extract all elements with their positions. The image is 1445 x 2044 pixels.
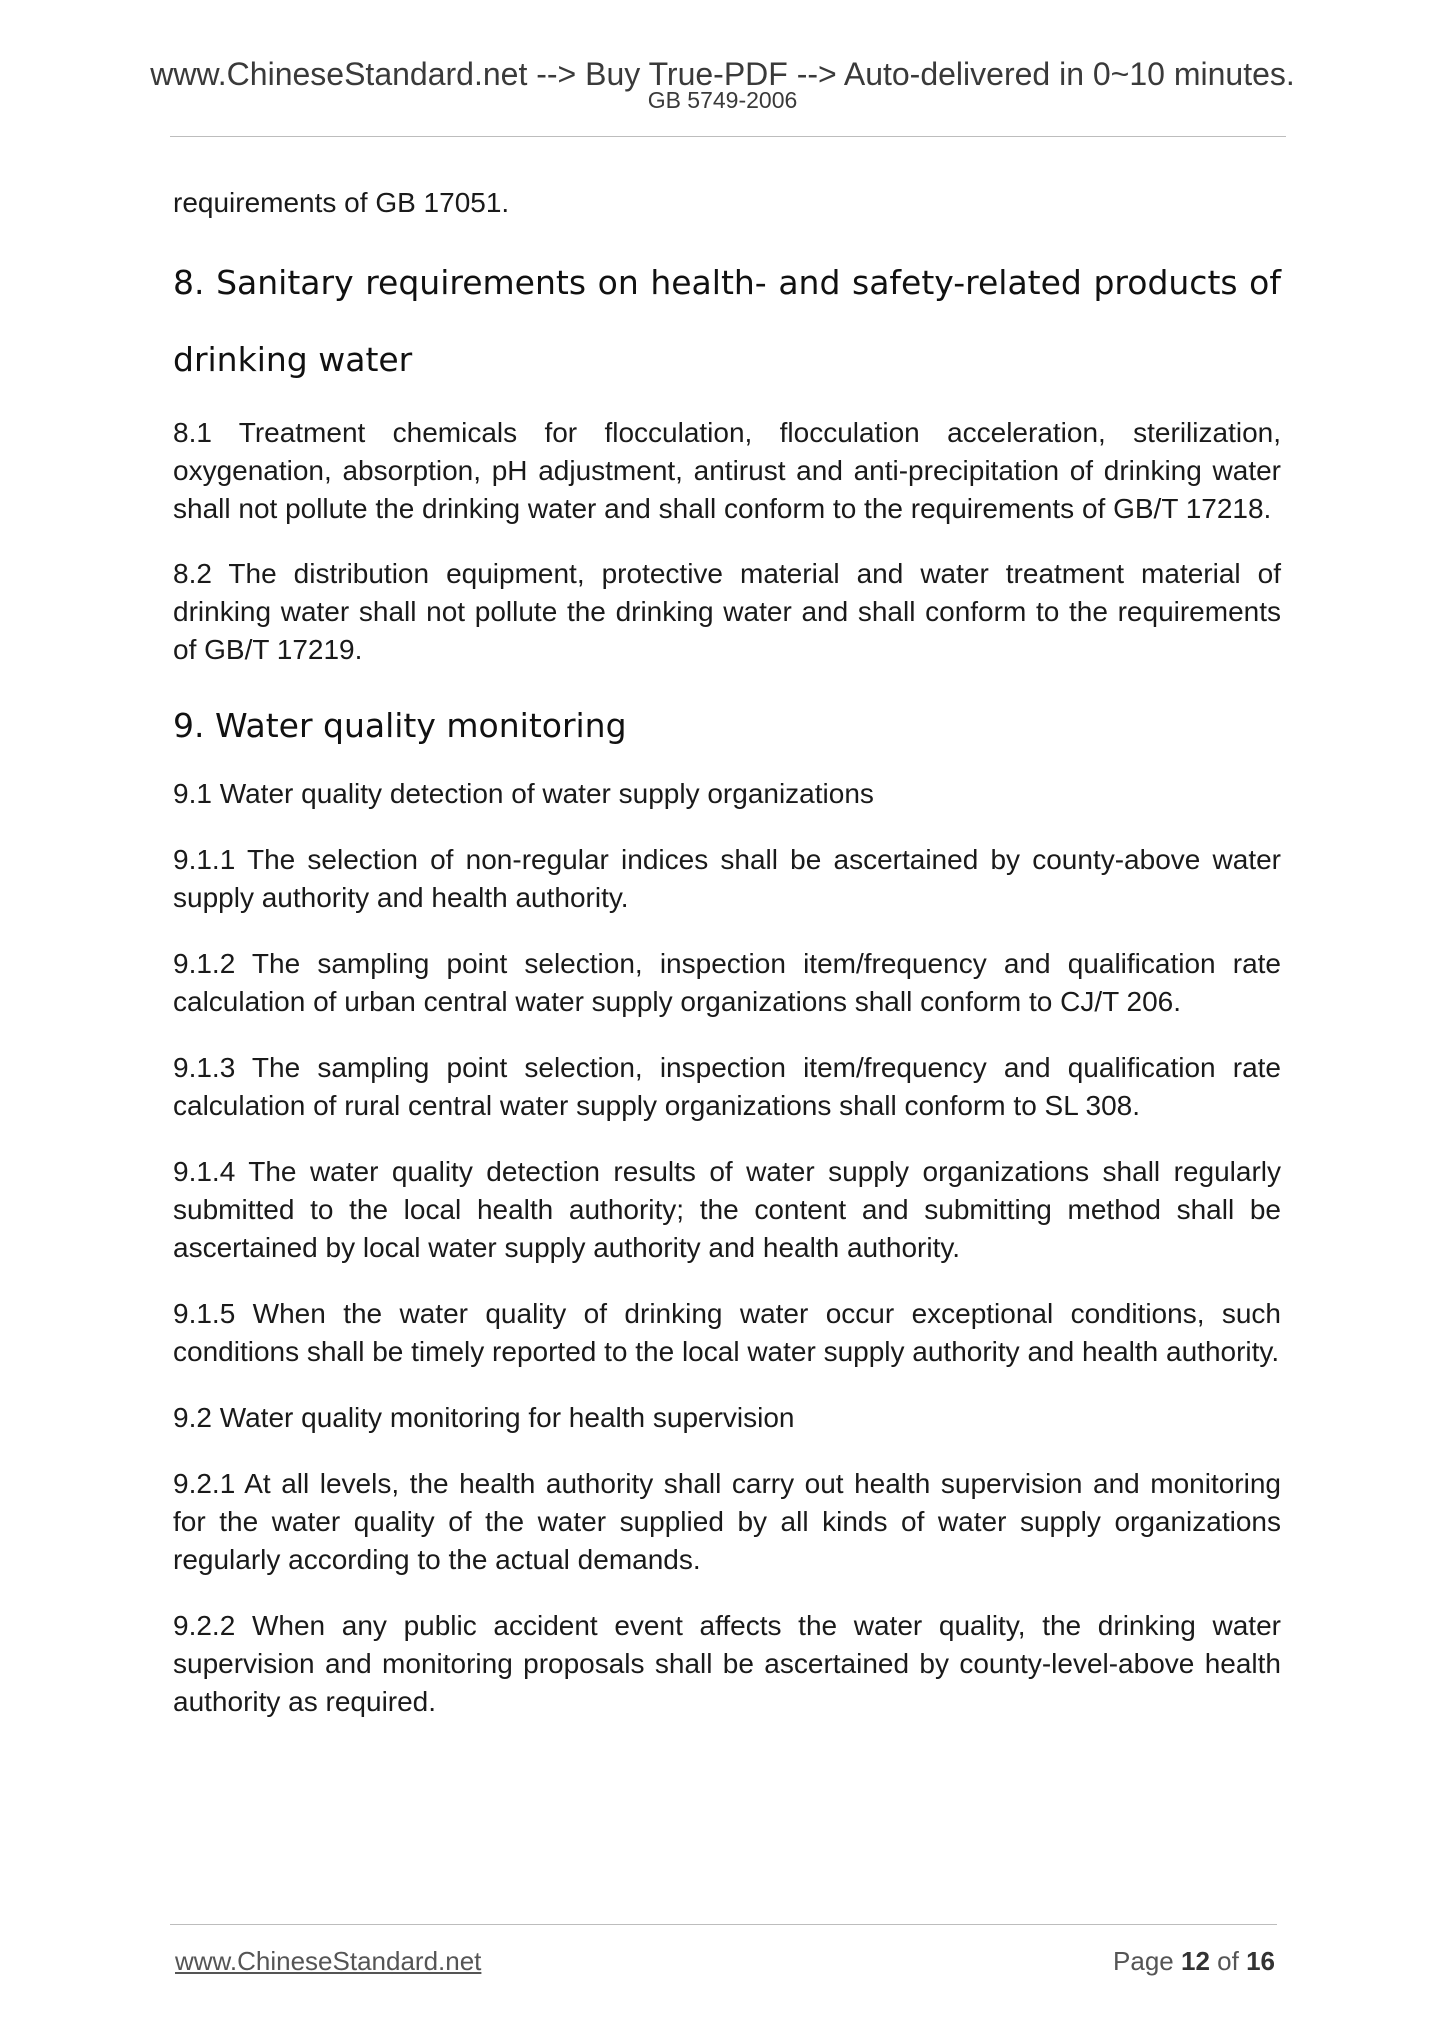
page-current: 12	[1181, 1946, 1210, 1976]
page-banner: www.ChineseStandard.net --> Buy True-PDF --> Auto-delivered in 0~10 minutes.	[150, 56, 1295, 92]
paragraph-9-1: 9.1 Water quality detection of water supply organizations	[173, 778, 874, 809]
page-counter	[1113, 1946, 1275, 1977]
footer-divider	[170, 1924, 1277, 1925]
paragraph-8-2: 8.2 The distribution equipment, protective material and water treatment material of drinking water shall not pollute the drinking water and shall conform to the requirements of GB/T 17219.	[173, 558, 1281, 665]
footer-site-link[interactable]: www.ChineseStandard.net	[175, 1946, 482, 1976]
paragraph-9-1-2: 9.1.2 The sampling point selection, inspection item/frequency and qualification rate calculation of urban central water supply organizations shall conform to CJ/T 206.	[173, 948, 1281, 1017]
header-divider	[170, 136, 1286, 137]
paragraph-9-1-4: 9.1.4 The water quality detection results of water supply organizations shall regularly submitted to the local health authority; the content and submitting method shall be ascertained by local water supply authority and health authority.	[173, 1156, 1281, 1263]
section-heading-9: 9. Water quality monitoring	[173, 706, 627, 745]
paragraph-9-2-1: 9.2.1 At all levels, the health authority shall carry out health supervision and monitoring for the water quality of the water supplied by all kinds of water supply organizations regularly according to the actual demands.	[173, 1468, 1281, 1575]
paragraph-9-1-5: 9.1.5 When the water quality of drinking water occur exceptional conditions, such conditions shall be timely reported to the local water supply authority and health authority.	[173, 1298, 1281, 1367]
paragraph-9-2: 9.2 Water quality monitoring for health supervision	[173, 1402, 795, 1433]
paragraph-gb17051: requirements of GB 17051.	[173, 187, 510, 218]
paragraph-8-1: 8.1 Treatment chemicals for flocculation, flocculation acceleration, sterilization, oxygenation, absorption, pH adjustment, antirust and anti-precipitation of drinking water shall not pollute the drinking water and shall conform to the requirements of GB/T 17218.	[173, 417, 1281, 524]
paragraph-9-1-1: 9.1.1 The selection of non-regular indices shall be ascertained by county-above water supply authority and health authority.	[173, 844, 1281, 913]
standard-code: GB 5749-2006	[647, 87, 798, 113]
page-word: Page	[1113, 1946, 1174, 1976]
section-heading-8: 8. Sanitary requirements on health- and safety-related products of drinking water	[173, 263, 1281, 379]
document-body	[173, 184, 1281, 1721]
page-of: of	[1217, 1946, 1239, 1976]
paragraph-9-1-3: 9.1.3 The sampling point selection, inspection item/frequency and qualification rate calculation of rural central water supply organizations shall conform to SL 308.	[173, 1052, 1281, 1121]
paragraph-9-2-2: 9.2.2 When any public accident event affects the water quality, the drinking water supervision and monitoring proposals shall be ascertained by county-level-above health authority as required.	[173, 1610, 1281, 1717]
page-total: 16	[1246, 1946, 1275, 1976]
